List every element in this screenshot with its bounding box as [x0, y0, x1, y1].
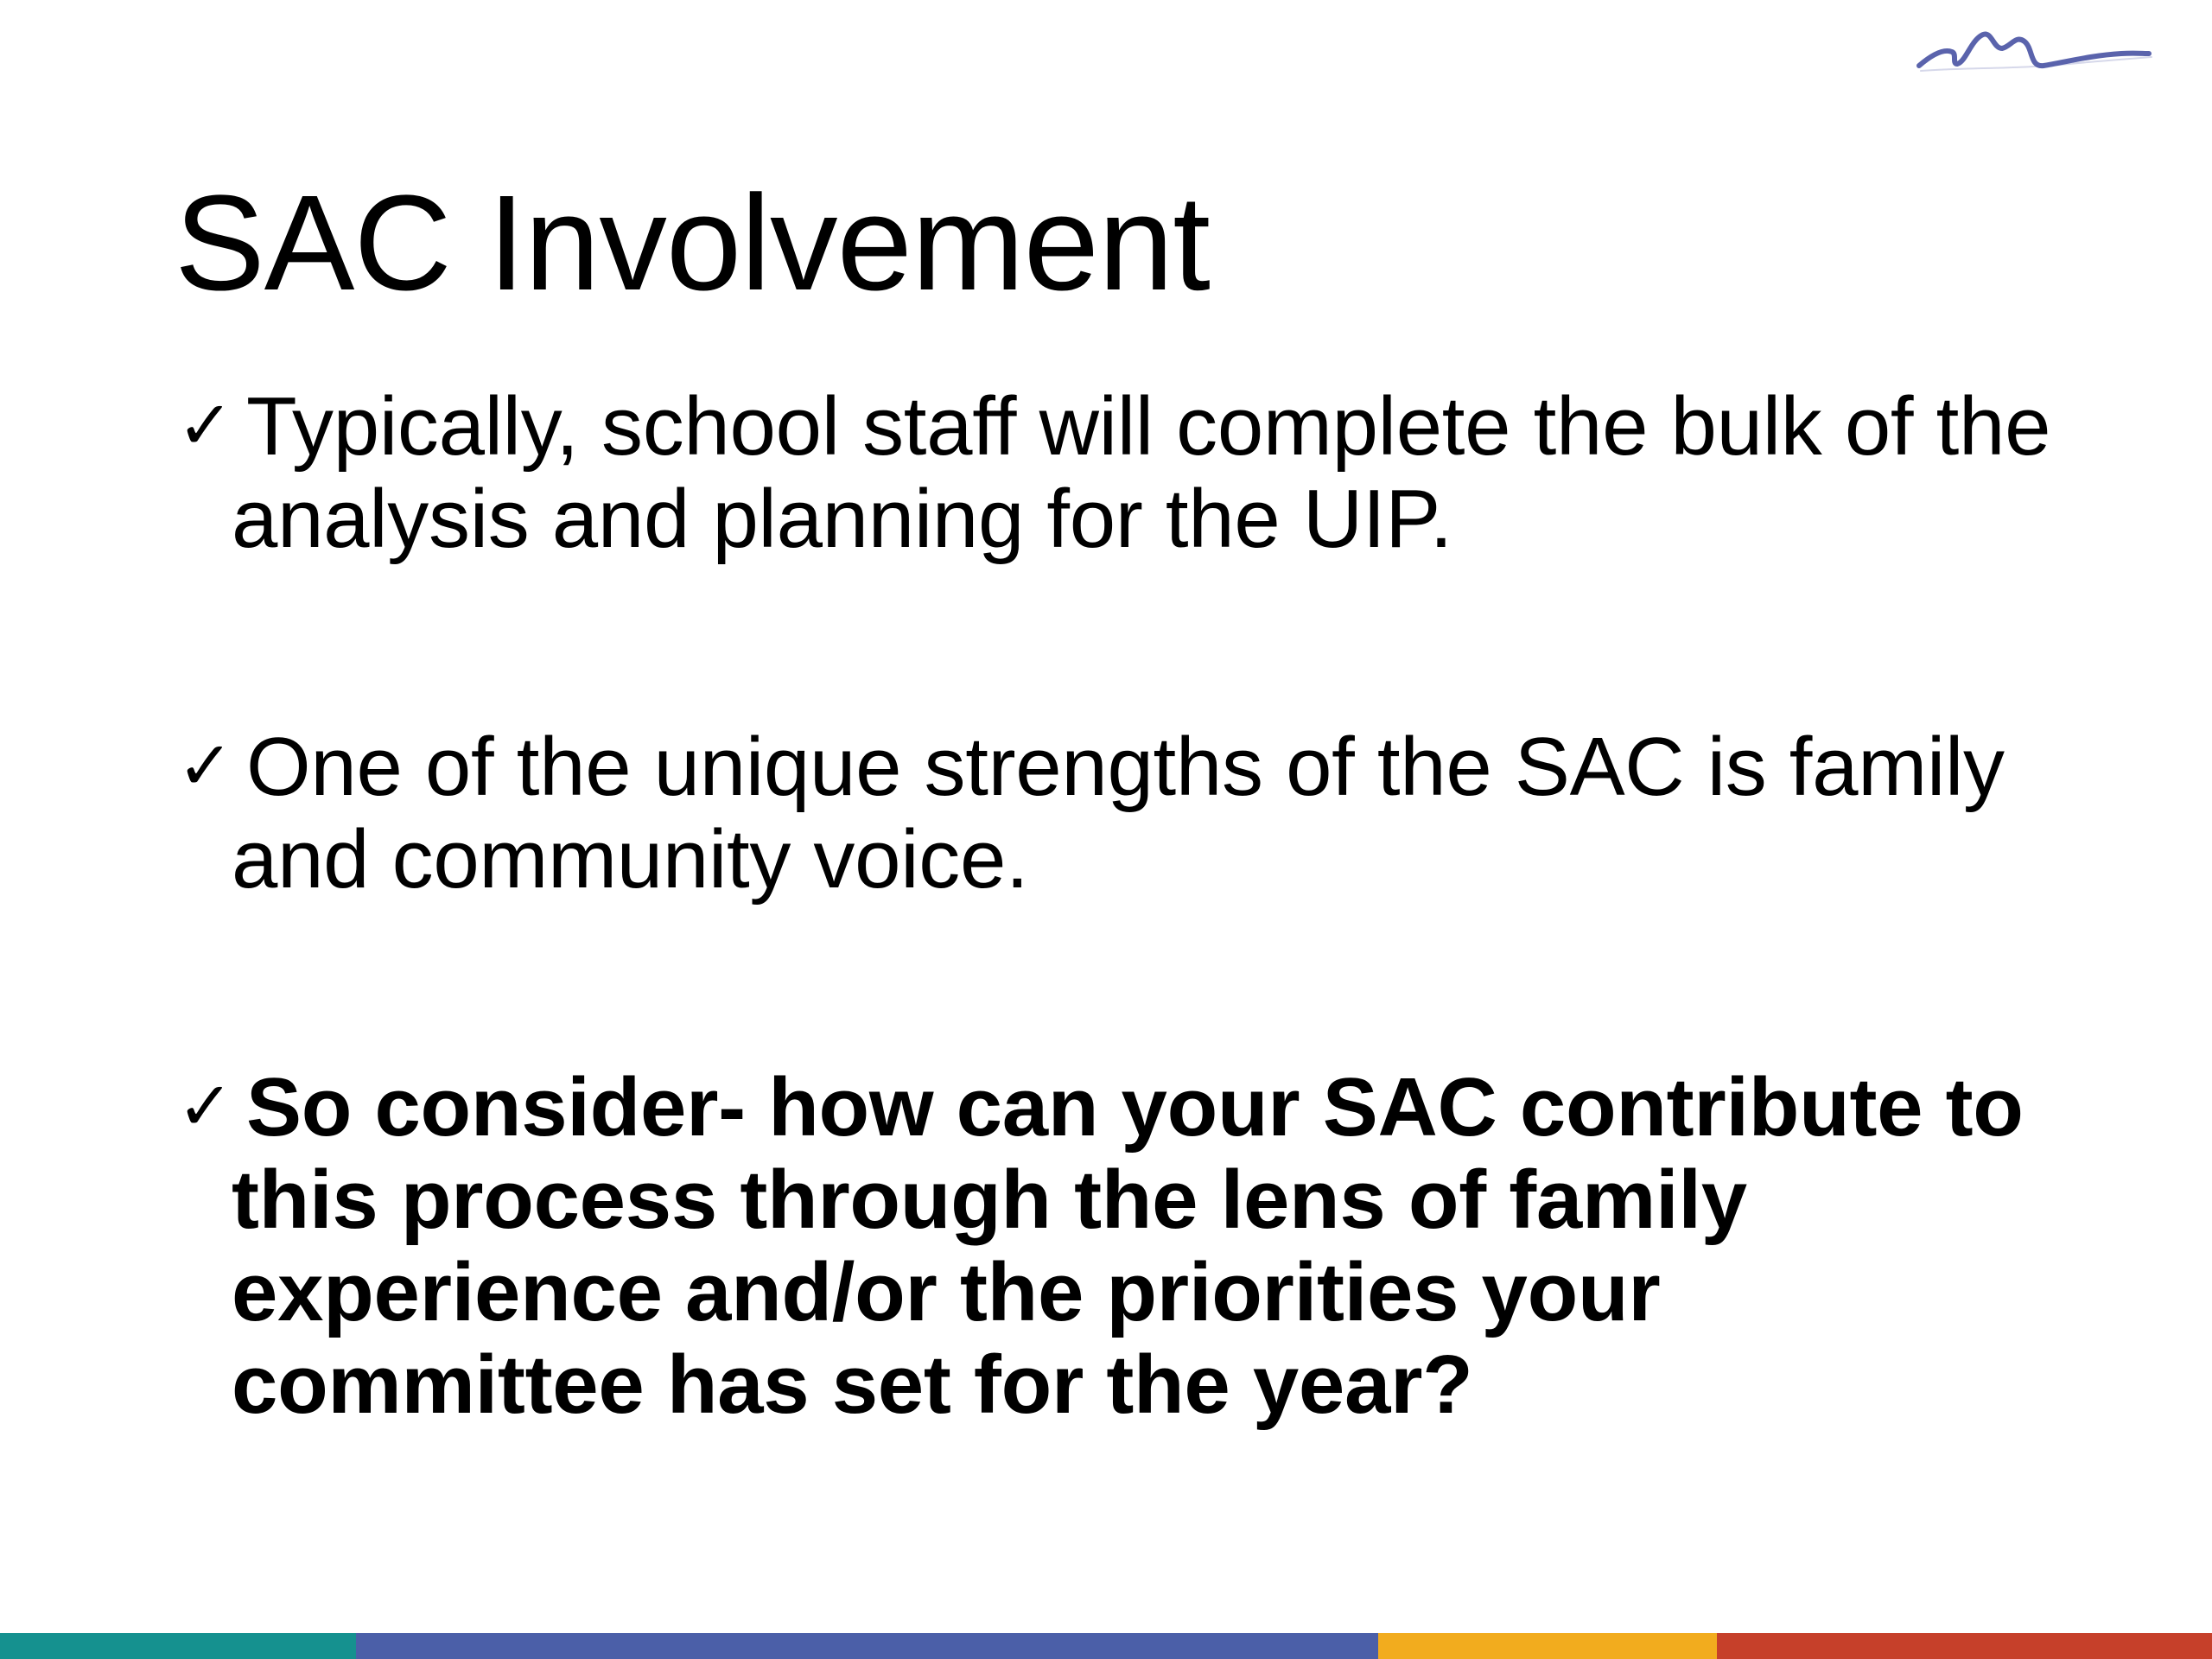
- check-icon: [177, 721, 233, 813]
- check-icon: [177, 380, 233, 473]
- footer-color-bar: [0, 1633, 2212, 1659]
- bullet-text: One of the unique strengths of the SAC is family and community voice.: [232, 721, 2005, 906]
- slide-title: SAC Involvement: [175, 168, 1210, 319]
- footer-bar-yellow: [1378, 1633, 1717, 1659]
- bullet-list: [177, 380, 2052, 1431]
- mountain-logo-icon: [1914, 22, 2156, 79]
- bullet-item-consider: [177, 1061, 2052, 1431]
- bullet-text: Typically, school staff will complete the bulk of the analysis and planning for the UIP.: [232, 380, 2051, 565]
- footer-bar-teal: [0, 1633, 356, 1659]
- bullet-text: So consider- how can your SAC contribute to this process through the lens of family experience and/or the priorities your committee has set for the year?: [232, 1061, 2024, 1431]
- bullet-item-staff: [177, 380, 2052, 565]
- bullet-item-strengths: [177, 721, 2052, 906]
- check-icon: [177, 1061, 233, 1154]
- footer-bar-blue: [356, 1633, 1378, 1659]
- footer-bar-red: [1717, 1633, 2212, 1659]
